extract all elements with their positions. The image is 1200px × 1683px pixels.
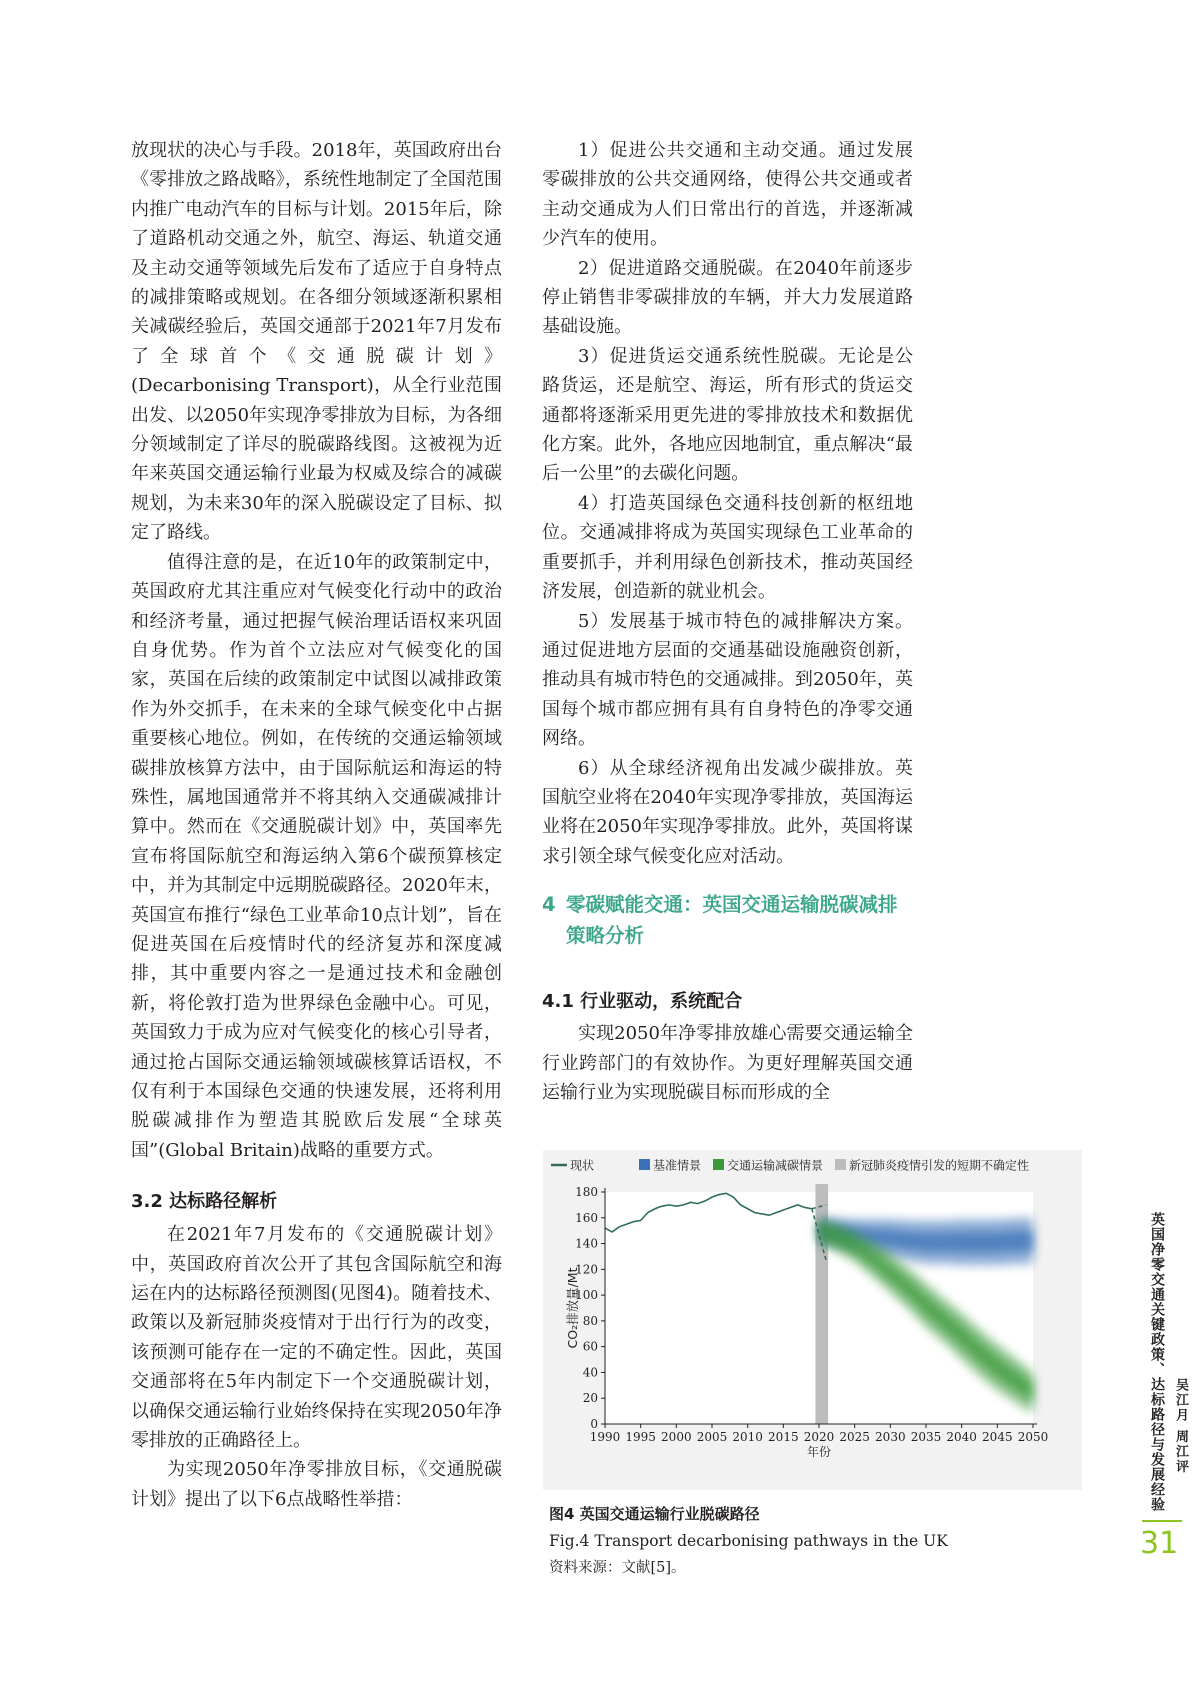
legend-label: 新冠肺炎疫情引发的短期不确定性: [849, 1158, 1030, 1173]
x-tick-label: 2000: [661, 1430, 692, 1444]
running-title: 英国净零交通关键政策、达标路径与发展经验: [1149, 1212, 1165, 1512]
x-tick-label: 2005: [696, 1430, 728, 1444]
section-title: 零碳赋能交通：英国交通运输脱碳减排策略分析: [566, 893, 898, 948]
y-axis-label: CO₂排放量/Mt: [565, 1267, 580, 1349]
paragraph: 放现状的决心与手段。2018年，英国政府出台《零排放之路战略》，系统性地制定了全国范围内推广电动汽车的目标与计划。2015年后，除了道路机动交通之外，航空、海运、轨道交通及主动交通等领域先后发布了适应于自身特点的减排策略或规划。在各细分领域逐渐积累相关减碳经验后，英国交通部于2021年7月发布了全球首个《交通脱碳计划》(Decarbonising Transport)，从全行业范围出发、以2050年实现净零排放为目标，为各细分领域制定了详尽的脱碳路线图。这被视为近年来英国交通运输行业最为权威及综合的减碳规划，为未来30年的深入脱碳设定了目标、拟定了路线。: [131, 140, 502, 544]
paragraph: 为实现2050年净零排放目标，《交通脱碳计划》提出了以下6点战略性举措：: [131, 1459, 502, 1510]
legend-marker-box: [713, 1159, 724, 1170]
figure-caption-en: Fig.4 Transport decarbonising pathways in the UK: [549, 1532, 948, 1550]
x-tick-label: 2030: [875, 1430, 906, 1444]
x-axis-label: 年份: [806, 1445, 832, 1459]
section-number: 4: [542, 893, 556, 917]
x-tick-label: 2010: [732, 1430, 763, 1444]
chart-svg: [543, 1150, 1082, 1490]
x-tick-label: 1990: [589, 1430, 621, 1444]
measure-item: 6）从全球经济视角出发减少碳排放。英国航空业将在2040年实现净零排放，英国海运业将在2050年实现净零排放。此外，英国将谋求引领全球气候变化应对活动。: [542, 757, 913, 867]
legend-marker-box: [639, 1159, 650, 1170]
right-column: [542, 136, 913, 1107]
section-heading-4: [542, 889, 913, 951]
y-tick-label: 80: [582, 1313, 598, 1328]
running-authors: 吴江月 周江评: [1173, 1378, 1188, 1475]
y-tick-label: 60: [582, 1339, 598, 1354]
x-tick-label: 2015: [768, 1430, 799, 1444]
measure-item: 3）促进货运交通系统性脱碳。无论是公路货运，还是航空、海运，所有形式的货运交通都将逐渐采用更先进的零排放技术和数据优化方案。此外，各地应因地制宜，重点解决“最后一公里”的去碳化问题。: [542, 345, 913, 485]
paragraph: 在2021年7月发布的《交通脱碳计划》中，英国政府首次公开了其包含国际航空和海运在内的达标路径预测图(见图4)。随着技术、政策以及新冠肺炎疫情对于出行行为的改变，该预测可能存在一定的不确定性。因此，英国交通部将在5年内制定下一个交通脱碳计划，以确保交通运输行业始终保持在实现2050年净零排放的正确路径上。: [131, 1224, 502, 1452]
measure-item: 4）打造英国绿色交通科技创新的枢纽地位。交通减排将成为英国实现绿色工业革命的重要抓手，并利用绿色创新技术，推动英国经济发展，创造新的就业机会。: [542, 492, 913, 603]
figure-4-chart: [543, 1150, 1082, 1490]
legend-label: 基准情景: [653, 1158, 702, 1173]
y-tick-label: 180: [575, 1185, 598, 1199]
x-tick-label: 2040: [946, 1430, 977, 1444]
x-tick-label: 2035: [910, 1430, 942, 1444]
left-column: [131, 136, 502, 1514]
measure-item: 5）发展基于城市特色的减排解决方案。通过促进地方层面的交通基础设施融资创新，推动具有城市特色的交通减排。到2050年，英国每个城市都应拥有具有自身特色的净零交通网络。: [542, 610, 913, 750]
section-heading-4-1: 4.1 行业驱动，系统配合: [542, 991, 743, 1013]
y-tick-label: 40: [582, 1365, 598, 1380]
y-tick-label: 100: [575, 1288, 598, 1303]
x-tick-label: 2020: [803, 1430, 835, 1444]
x-tick-label: 2025: [839, 1430, 870, 1444]
page-rule: [1142, 1520, 1182, 1522]
x-tick-label: 2050: [1017, 1430, 1049, 1444]
paragraph: 值得注意的是，在近10年的政策制定中，英国政府尤其注重应对气候变化行动中的政治和经济考量，通过把握气候治理话语权来巩固自身优势。作为首个立法应对气候变化的国家，英国在后续的政策制定中试图以减排政策作为外交抓手，在未来的全球气候变化中占据重要核心地位。例如，在传统的交通运输领域碳排放核算方法中，由于国际航运和海运的特殊性，属地国通常并不将其纳入交通碳减排计算中。然而在《交通脱碳计划》中，英国率先宣布将国际航空和海运纳入第6个碳预算核定中，并为其制定中远期脱碳路径。2020年末，英国宣布推行“绿色工业革命10点计划”，旨在促进英国在后疫情时代的经济复苏和深度减排，其中重要内容之一是通过技术和金融创新，将伦敦打造为世界绿色金融中心。可见，英国致力于成为应对气候变化的核心引导者，通过抢占国际交通运输领域碳核算话语权，不仅有利于本国绿色交通的快速发展，还将利用脱碳减排作为塑造其脱欧后发展“全球英国”(Global Britain)战略的重要方式。: [131, 551, 502, 1161]
figure-source: 资料来源：文献[5]。: [549, 1560, 686, 1576]
measure-item: 2）促进道路交通脱碳。在2040年前逐步停止销售非零碳排放的车辆，并大力发展道路基础设施。: [542, 257, 913, 338]
y-tick-label: 140: [575, 1236, 598, 1251]
legend-marker-box: [835, 1159, 846, 1170]
figure-caption-cn: 图4 英国交通运输行业脱碳路径: [549, 1505, 760, 1523]
page-number: 31: [1140, 1526, 1179, 1561]
legend-label: 现状: [570, 1158, 595, 1173]
y-tick-label: 20: [582, 1391, 598, 1406]
y-tick-label: 160: [575, 1210, 598, 1225]
measure-item: 1）促进公共交通和主动交通。通过发展零碳排放的公共交通网络，使得公共交通或者主动交通成为人们日常出行的首选，并逐渐减少汽车的使用。: [542, 140, 913, 250]
section-heading-3-2: 3.2 达标路径解析: [131, 1191, 278, 1213]
paragraph: 实现2050年净零排放雄心需要交通运输全行业跨部门的有效协作。为更好理解英国交通运输行业为实现脱碳目标而形成的全: [542, 1023, 913, 1103]
y-tick-label: 120: [575, 1262, 598, 1277]
y-tick-label: 0: [590, 1417, 598, 1431]
x-tick-label: 1995: [625, 1430, 656, 1444]
legend-label: 交通运输减碳情景: [727, 1158, 824, 1173]
x-tick-label: 2045: [982, 1430, 1013, 1444]
